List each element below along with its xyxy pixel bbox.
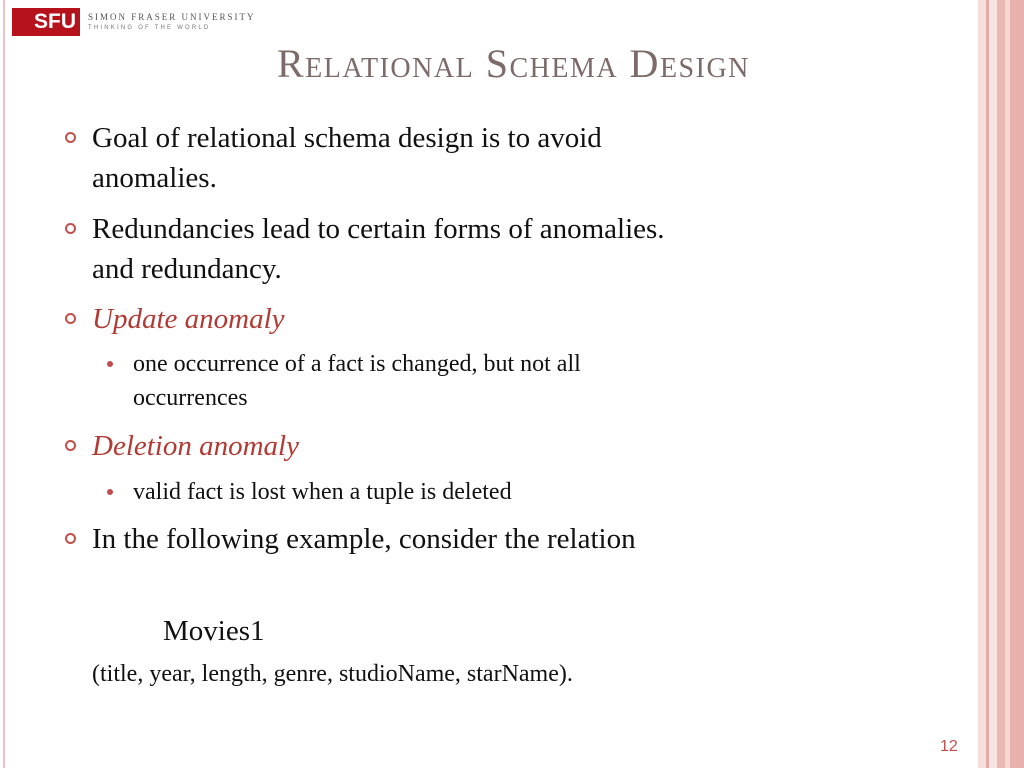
side-stripe [1010,0,1024,768]
logo-text [88,12,256,33]
sfu-logo [12,8,256,36]
bullet-ring-icon [65,533,76,544]
logo-mark: SFU [12,8,80,36]
bullet-ring-icon [65,223,76,234]
side-stripe [997,0,1005,768]
bullet-item [92,519,636,559]
sub-bullet-text-line: occurrences [133,385,248,411]
slide-title: Relational Schema Design [277,41,750,86]
logo-university-name: SIMON FRASER UNIVERSITY [88,11,256,22]
sub-bullet-item [133,347,581,415]
bullet-text-line: Goal of relational schema design is to avoid [92,122,602,154]
bullet-ring-icon [65,313,76,324]
sub-bullet-dot-icon [107,489,113,495]
sub-bullet-text-line: one occurrence of a fact is changed, but not all [133,351,581,377]
left-border-line [3,0,5,768]
bullet-ring-icon [65,132,76,143]
bullet-item [92,118,602,198]
bullet-emphasis-text: Deletion anomaly [92,430,299,462]
sub-bullet-dot-icon [107,361,113,367]
bullet-text-line: anomalies. [92,162,217,194]
bullet-ring-icon [65,440,76,451]
side-stripe [978,0,986,768]
page-number: 12 [940,738,958,755]
bullet-text-line: Redundancies lead to certain forms of anomalies. [92,213,665,245]
bullet-text-line: In the following example, consider the relation [92,523,636,555]
sub-bullet-item [133,475,512,509]
relation-name: Movies1 [163,615,265,647]
sub-bullet-text-line: valid fact is lost when a tuple is deleted [133,479,512,505]
bullet-item [92,299,285,339]
logo-tagline: THINKING OF THE WORLD [88,24,211,31]
bullet-item [92,209,665,289]
bullet-emphasis-text: Update anomaly [92,303,285,335]
bullet-item [92,426,299,466]
side-stripe [989,0,997,768]
relation-attributes: (title, year, length, genre, studioName, starName). [92,661,573,687]
bullet-text-line: and redundancy. [92,253,282,285]
